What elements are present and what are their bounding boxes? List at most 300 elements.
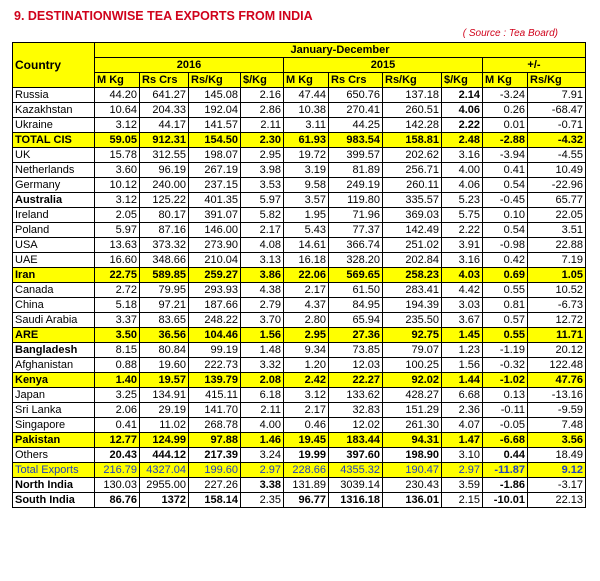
value-cell: 210.04 (189, 253, 241, 268)
value-cell: 4.38 (241, 283, 284, 298)
value-cell: 3.53 (241, 178, 284, 193)
document-title: 9. DESTINATIONWISE TEA EXPORTS FROM INDIA (14, 9, 313, 23)
value-cell: 61.50 (329, 283, 383, 298)
value-cell: 3.56 (528, 433, 586, 448)
country-cell: Australia (13, 193, 95, 208)
value-cell: 2.42 (284, 373, 329, 388)
value-cell: 0.55 (483, 283, 528, 298)
table-row (13, 478, 586, 493)
value-cell: 125.22 (140, 193, 189, 208)
value-cell: -2.88 (483, 133, 528, 148)
value-cell: 145.08 (189, 88, 241, 103)
value-cell: 589.85 (140, 268, 189, 283)
value-cell: 912.31 (140, 133, 189, 148)
table-row (13, 493, 586, 508)
value-cell: -68.47 (528, 103, 586, 118)
unit-header: Rs Crs (329, 73, 383, 88)
value-cell: 79.95 (140, 283, 189, 298)
value-cell: -0.98 (483, 238, 528, 253)
value-cell: -1.86 (483, 478, 528, 493)
value-cell: 0.41 (95, 418, 140, 433)
value-cell: 2.97 (241, 463, 284, 478)
value-cell: 199.60 (189, 463, 241, 478)
country-cell: South India (13, 493, 95, 508)
source-note: ( Source : Tea Board) (462, 28, 558, 39)
country-cell: Total Exports (13, 463, 95, 478)
value-cell: 86.76 (95, 493, 140, 508)
value-cell: 3.12 (284, 388, 329, 403)
value-cell: 97.21 (140, 298, 189, 313)
value-cell: 227.26 (189, 478, 241, 493)
table-row (13, 238, 586, 253)
value-cell: 2.79 (241, 298, 284, 313)
value-cell: 4.00 (442, 163, 483, 178)
value-cell: 198.07 (189, 148, 241, 163)
value-cell: 20.43 (95, 448, 140, 463)
value-cell: 2.22 (442, 118, 483, 133)
country-cell: Kenya (13, 373, 95, 388)
value-cell: 2.30 (241, 133, 284, 148)
value-cell: 5.43 (284, 223, 329, 238)
value-cell: 4.06 (442, 103, 483, 118)
value-cell: 328.20 (329, 253, 383, 268)
table-row (13, 88, 586, 103)
value-cell: 397.60 (329, 448, 383, 463)
value-cell: 154.50 (189, 133, 241, 148)
value-cell: 10.12 (95, 178, 140, 193)
value-cell: 80.84 (140, 343, 189, 358)
value-cell: 4355.32 (329, 463, 383, 478)
value-cell: 2.16 (241, 88, 284, 103)
value-cell: 1.20 (284, 358, 329, 373)
value-cell: 10.38 (284, 103, 329, 118)
value-cell: 29.19 (140, 403, 189, 418)
value-cell: 0.81 (483, 298, 528, 313)
value-cell: 119.80 (329, 193, 383, 208)
table-row (13, 283, 586, 298)
unit-header: $/Kg (442, 73, 483, 88)
value-cell: 2.15 (442, 493, 483, 508)
value-cell: 99.19 (189, 343, 241, 358)
value-cell: -11.87 (483, 463, 528, 478)
value-cell: 2.80 (284, 313, 329, 328)
value-cell: 44.25 (329, 118, 383, 133)
value-cell: 22.05 (528, 208, 586, 223)
table-row (13, 343, 586, 358)
value-cell: 1.45 (442, 328, 483, 343)
value-cell: 2.17 (284, 283, 329, 298)
country-cell: China (13, 298, 95, 313)
value-cell: 260.51 (383, 103, 442, 118)
value-cell: 139.79 (189, 373, 241, 388)
value-cell: 141.57 (189, 118, 241, 133)
value-cell: 2.14 (442, 88, 483, 103)
value-cell: -0.05 (483, 418, 528, 433)
value-cell: 230.43 (383, 478, 442, 493)
country-cell: Russia (13, 88, 95, 103)
value-cell: 260.11 (383, 178, 442, 193)
value-cell: 4.42 (442, 283, 483, 298)
value-cell: 983.54 (329, 133, 383, 148)
value-cell: -3.24 (483, 88, 528, 103)
country-cell: TOTAL CIS (13, 133, 95, 148)
value-cell: 4.07 (442, 418, 483, 433)
unit-header: M Kg (284, 73, 329, 88)
table-body (13, 88, 586, 508)
value-cell: 97.88 (189, 433, 241, 448)
value-cell: 2.97 (442, 463, 483, 478)
country-cell: Bangladesh (13, 343, 95, 358)
value-cell: 158.14 (189, 493, 241, 508)
value-cell: 217.39 (189, 448, 241, 463)
value-cell: 3.19 (284, 163, 329, 178)
country-cell: Poland (13, 223, 95, 238)
value-cell: 256.71 (383, 163, 442, 178)
value-cell: 194.39 (383, 298, 442, 313)
value-cell: 5.97 (95, 223, 140, 238)
value-cell: 373.32 (140, 238, 189, 253)
value-cell: 650.76 (329, 88, 383, 103)
value-cell: 192.04 (189, 103, 241, 118)
value-cell: 3.91 (442, 238, 483, 253)
value-cell: 16.18 (284, 253, 329, 268)
value-cell: 240.00 (140, 178, 189, 193)
value-cell: 22.06 (284, 268, 329, 283)
country-cell: Saudi Arabia (13, 313, 95, 328)
country-cell: Sri Lanka (13, 403, 95, 418)
value-cell: 0.46 (284, 418, 329, 433)
value-cell: 198.90 (383, 448, 442, 463)
table-row (13, 118, 586, 133)
value-cell: 0.54 (483, 223, 528, 238)
value-cell: 3.24 (241, 448, 284, 463)
value-cell: 2.35 (241, 493, 284, 508)
value-cell: 2.72 (95, 283, 140, 298)
table-row (13, 313, 586, 328)
value-cell: 65.94 (329, 313, 383, 328)
value-cell: 84.95 (329, 298, 383, 313)
value-cell: 237.15 (189, 178, 241, 193)
value-cell: 2.17 (241, 223, 284, 238)
value-cell: 1.40 (95, 373, 140, 388)
value-cell: -0.32 (483, 358, 528, 373)
table-row (13, 358, 586, 373)
value-cell: 3.57 (284, 193, 329, 208)
value-cell: 249.19 (329, 178, 383, 193)
value-cell: 1.44 (442, 373, 483, 388)
value-cell: 158.81 (383, 133, 442, 148)
value-cell: 428.27 (383, 388, 442, 403)
value-cell: -4.32 (528, 133, 586, 148)
value-cell: 22.88 (528, 238, 586, 253)
value-cell: 134.91 (140, 388, 189, 403)
country-cell: ARE (13, 328, 95, 343)
value-cell: 2.95 (284, 328, 329, 343)
value-cell: -1.02 (483, 373, 528, 388)
value-cell: 1.48 (241, 343, 284, 358)
value-cell: 11.71 (528, 328, 586, 343)
value-cell: 22.75 (95, 268, 140, 283)
country-cell: USA (13, 238, 95, 253)
value-cell: 36.56 (140, 328, 189, 343)
value-cell: 61.93 (284, 133, 329, 148)
value-cell: 19.99 (284, 448, 329, 463)
value-cell: 141.70 (189, 403, 241, 418)
value-cell: 83.65 (140, 313, 189, 328)
value-cell: 641.27 (140, 88, 189, 103)
value-cell: -3.17 (528, 478, 586, 493)
value-cell: 2.11 (241, 118, 284, 133)
value-cell: 1.56 (442, 358, 483, 373)
value-cell: 77.37 (329, 223, 383, 238)
value-cell: 190.47 (383, 463, 442, 478)
table-row (13, 163, 586, 178)
value-cell: 0.42 (483, 253, 528, 268)
value-cell: 444.12 (140, 448, 189, 463)
value-cell: 3.51 (528, 223, 586, 238)
value-cell: 18.49 (528, 448, 586, 463)
value-cell: 348.66 (140, 253, 189, 268)
value-cell: -0.71 (528, 118, 586, 133)
value-cell: 6.18 (241, 388, 284, 403)
value-cell: 122.48 (528, 358, 586, 373)
value-cell: 10.49 (528, 163, 586, 178)
value-cell: 1316.18 (329, 493, 383, 508)
value-cell: 216.79 (95, 463, 140, 478)
unit-header: M Kg (95, 73, 140, 88)
value-cell: 6.68 (442, 388, 483, 403)
value-cell: 0.13 (483, 388, 528, 403)
value-cell: 96.77 (284, 493, 329, 508)
value-cell: 11.02 (140, 418, 189, 433)
value-cell: 401.35 (189, 193, 241, 208)
value-cell: -3.94 (483, 148, 528, 163)
value-cell: 12.02 (329, 418, 383, 433)
country-cell: Kazakhstan (13, 103, 95, 118)
value-cell: -6.68 (483, 433, 528, 448)
value-cell: 47.76 (528, 373, 586, 388)
value-cell: 73.85 (329, 343, 383, 358)
value-cell: 59.05 (95, 133, 140, 148)
value-cell: 3.12 (95, 193, 140, 208)
value-cell: 124.99 (140, 433, 189, 448)
value-cell: 415.11 (189, 388, 241, 403)
table-row (13, 148, 586, 163)
value-cell: 4.00 (241, 418, 284, 433)
value-cell: 14.61 (284, 238, 329, 253)
value-cell: 16.60 (95, 253, 140, 268)
value-cell: 2955.00 (140, 478, 189, 493)
value-cell: 104.46 (189, 328, 241, 343)
table-row (13, 463, 586, 478)
value-cell: 3.70 (241, 313, 284, 328)
value-cell: 261.30 (383, 418, 442, 433)
unit-header: Rs/Kg (189, 73, 241, 88)
unit-header: Rs Crs (140, 73, 189, 88)
value-cell: 3.16 (442, 253, 483, 268)
value-cell: 259.27 (189, 268, 241, 283)
value-cell: 258.23 (383, 268, 442, 283)
value-cell: -0.11 (483, 403, 528, 418)
value-cell: 1372 (140, 493, 189, 508)
value-cell: 3.37 (95, 313, 140, 328)
value-cell: 202.62 (383, 148, 442, 163)
value-cell: 273.90 (189, 238, 241, 253)
value-cell: 268.78 (189, 418, 241, 433)
value-cell: 183.44 (329, 433, 383, 448)
value-cell: 15.78 (95, 148, 140, 163)
value-cell: 19.45 (284, 433, 329, 448)
value-cell: 251.02 (383, 238, 442, 253)
country-cell: UK (13, 148, 95, 163)
table-row (13, 433, 586, 448)
value-cell: 0.88 (95, 358, 140, 373)
country-cell: Ukraine (13, 118, 95, 133)
value-cell: 2.22 (442, 223, 483, 238)
value-cell: 283.41 (383, 283, 442, 298)
value-cell: 2.08 (241, 373, 284, 388)
value-cell: 151.29 (383, 403, 442, 418)
table-row (13, 223, 586, 238)
value-cell: 12.77 (95, 433, 140, 448)
value-cell: 22.13 (528, 493, 586, 508)
value-cell: 235.50 (383, 313, 442, 328)
year-2016-header: 2016 (95, 58, 284, 73)
table-row (13, 103, 586, 118)
value-cell: 71.96 (329, 208, 383, 223)
value-cell: 65.77 (528, 193, 586, 208)
country-cell: Germany (13, 178, 95, 193)
value-cell: 7.91 (528, 88, 586, 103)
value-cell: 32.83 (329, 403, 383, 418)
value-cell: 3.98 (241, 163, 284, 178)
value-cell: -6.73 (528, 298, 586, 313)
value-cell: 270.41 (329, 103, 383, 118)
value-cell: -1.19 (483, 343, 528, 358)
value-cell: 9.58 (284, 178, 329, 193)
value-cell: 399.57 (329, 148, 383, 163)
value-cell: 2.86 (241, 103, 284, 118)
country-header: Country (13, 43, 95, 88)
value-cell: 369.03 (383, 208, 442, 223)
value-cell: 8.15 (95, 343, 140, 358)
value-cell: 87.16 (140, 223, 189, 238)
value-cell: 130.03 (95, 478, 140, 493)
value-cell: 5.75 (442, 208, 483, 223)
value-cell: 131.89 (284, 478, 329, 493)
value-cell: 5.82 (241, 208, 284, 223)
value-cell: -10.01 (483, 493, 528, 508)
year-2015-header: 2015 (284, 58, 483, 73)
table-row (13, 298, 586, 313)
header-row-units (13, 73, 586, 88)
value-cell: -0.45 (483, 193, 528, 208)
value-cell: 47.44 (284, 88, 329, 103)
value-cell: 569.65 (329, 268, 383, 283)
country-cell: Others (13, 448, 95, 463)
value-cell: 44.17 (140, 118, 189, 133)
value-cell: 2.17 (284, 403, 329, 418)
table-row (13, 208, 586, 223)
value-cell: 4.06 (442, 178, 483, 193)
value-cell: 4327.04 (140, 463, 189, 478)
value-cell: 0.10 (483, 208, 528, 223)
table-row (13, 193, 586, 208)
value-cell: 19.57 (140, 373, 189, 388)
value-cell: 3.10 (442, 448, 483, 463)
value-cell: 0.26 (483, 103, 528, 118)
value-cell: -13.16 (528, 388, 586, 403)
value-cell: 5.97 (241, 193, 284, 208)
value-cell: 1.56 (241, 328, 284, 343)
value-cell: 1.46 (241, 433, 284, 448)
value-cell: 0.44 (483, 448, 528, 463)
value-cell: 137.18 (383, 88, 442, 103)
value-cell: 248.22 (189, 313, 241, 328)
value-cell: 3.32 (241, 358, 284, 373)
value-cell: 267.19 (189, 163, 241, 178)
unit-header: M Kg (483, 73, 528, 88)
table-row (13, 253, 586, 268)
value-cell: 9.34 (284, 343, 329, 358)
value-cell: 293.93 (189, 283, 241, 298)
value-cell: 1.23 (442, 343, 483, 358)
value-cell: 142.28 (383, 118, 442, 133)
value-cell: 3039.14 (329, 478, 383, 493)
value-cell: 136.01 (383, 493, 442, 508)
table-row (13, 328, 586, 343)
value-cell: 7.19 (528, 253, 586, 268)
value-cell: 2.05 (95, 208, 140, 223)
value-cell: 9.12 (528, 463, 586, 478)
value-cell: -9.59 (528, 403, 586, 418)
table-row (13, 448, 586, 463)
value-cell: 19.72 (284, 148, 329, 163)
value-cell: 202.84 (383, 253, 442, 268)
value-cell: 0.55 (483, 328, 528, 343)
table-row (13, 388, 586, 403)
value-cell: 3.67 (442, 313, 483, 328)
unit-header: Rs/Kg (528, 73, 586, 88)
value-cell: 0.54 (483, 178, 528, 193)
value-cell: 335.57 (383, 193, 442, 208)
country-cell: Netherlands (13, 163, 95, 178)
value-cell: 20.12 (528, 343, 586, 358)
table-row (13, 418, 586, 433)
value-cell: 19.60 (140, 358, 189, 373)
value-cell: 0.69 (483, 268, 528, 283)
value-cell: 10.64 (95, 103, 140, 118)
value-cell: 0.41 (483, 163, 528, 178)
period-header: January-December (95, 43, 586, 58)
value-cell: 96.19 (140, 163, 189, 178)
value-cell: 94.31 (383, 433, 442, 448)
value-cell: 4.08 (241, 238, 284, 253)
header-row-period (13, 43, 586, 58)
value-cell: 4.37 (284, 298, 329, 313)
country-cell: Japan (13, 388, 95, 403)
value-cell: 80.17 (140, 208, 189, 223)
value-cell: 3.03 (442, 298, 483, 313)
value-cell: 2.36 (442, 403, 483, 418)
unit-header: Rs/Kg (383, 73, 442, 88)
value-cell: 3.60 (95, 163, 140, 178)
value-cell: 13.63 (95, 238, 140, 253)
value-cell: 4.03 (442, 268, 483, 283)
value-cell: 204.33 (140, 103, 189, 118)
value-cell: 391.07 (189, 208, 241, 223)
country-cell: Pakistan (13, 433, 95, 448)
